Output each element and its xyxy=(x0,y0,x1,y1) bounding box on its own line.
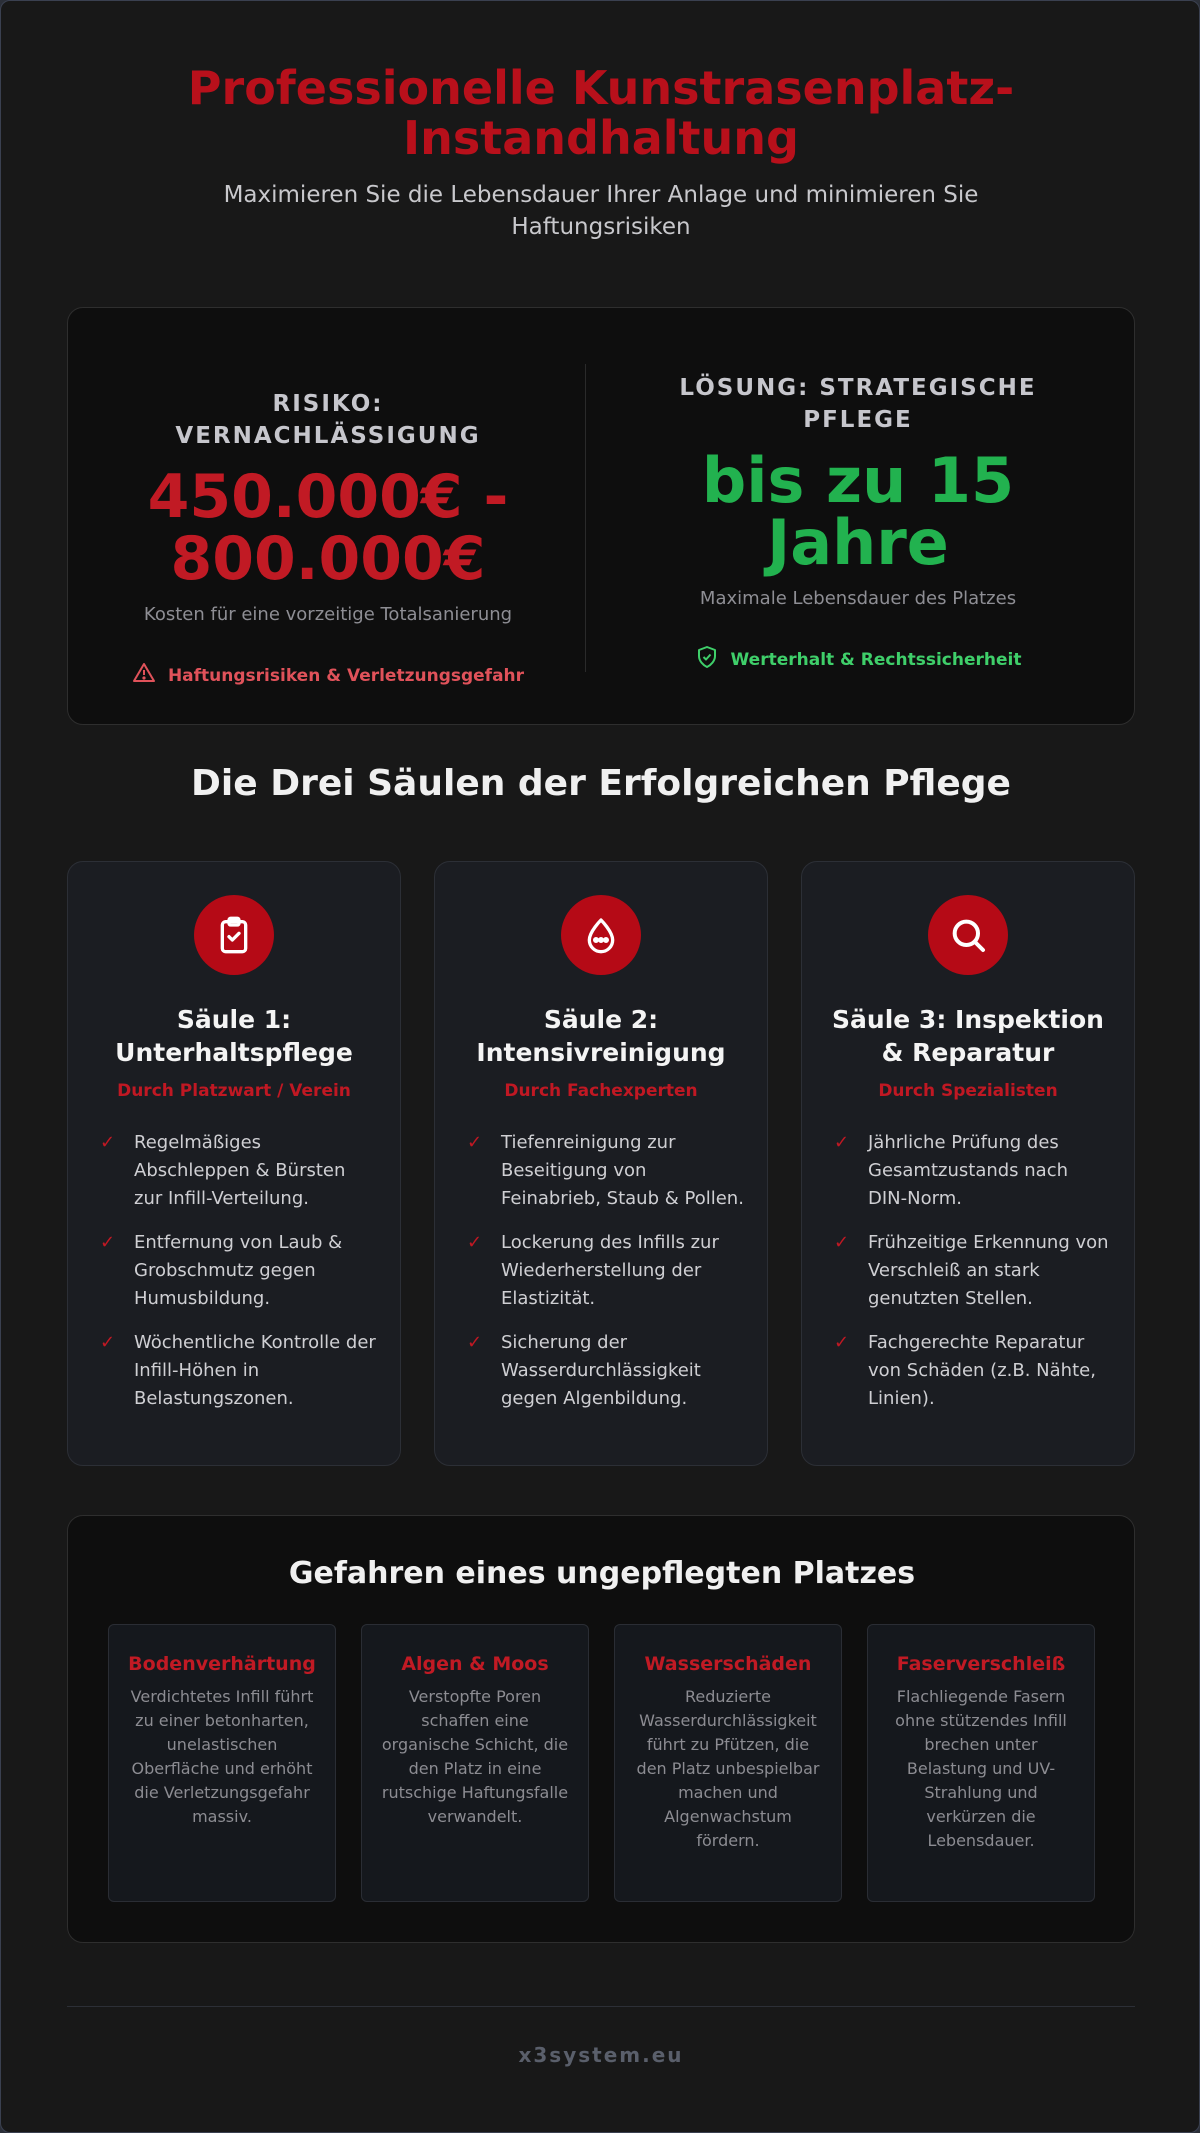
list-item: ✓ Wöchentliche Kontrolle der Infill-Höhen in Belastungszonen. xyxy=(100,1329,378,1413)
check-icon: ✓ xyxy=(834,1132,850,1153)
clipboard-check-icon xyxy=(194,895,274,975)
list-item: ✓ Lockerung des Infills zur Wiederherstellung der Elastizität. xyxy=(467,1229,745,1313)
warning-triangle-icon xyxy=(132,661,156,690)
risk-note: Kosten für eine vorzeitige Totalsanierung xyxy=(143,604,513,625)
risk-solution-comparison xyxy=(67,307,1135,725)
list-item: ✓ Entfernung von Laub & Grobschmutz gegen Humusbildung. xyxy=(100,1229,378,1313)
pillar-title: Säule 2: Intensivreinigung xyxy=(476,1005,726,1067)
danger-text: Verstopfte Poren schaffen eine organische Schicht, die den Platz in eine rutschige Haftungsfalle verwandelt. xyxy=(381,1687,569,1826)
page-subtitle: Maximieren Sie die Lebensdauer Ihrer Anlage und minimieren Sie Haftungsrisiken xyxy=(223,182,979,240)
magnifier-icon xyxy=(928,895,1008,975)
list-item: ✓ Regelmäßiges Abschleppen & Bürsten zur Infill-Verteilung. xyxy=(100,1129,378,1213)
page-title: Professionelle Kunstrasenplatz-Instandhaltung xyxy=(187,61,1015,165)
dangers-title: Gefahren eines ungepflegten Platzes xyxy=(288,1556,916,1591)
danger-card xyxy=(867,1624,1095,1902)
risk-flag xyxy=(118,661,538,690)
pillar-card-1 xyxy=(67,861,401,1466)
pillar-card-3 xyxy=(801,861,1135,1466)
check-icon: ✓ xyxy=(100,1132,116,1153)
shield-check-icon xyxy=(695,645,719,674)
solution-lifespan-value: bis zu 15 Jahre xyxy=(701,444,1015,579)
list-item: ✓ Sicherung der Wasserdurchlässigkeit gegen Algenbildung. xyxy=(467,1329,745,1413)
solution-note: Maximale Lebensdauer des Platzes xyxy=(699,588,1017,609)
risk-cost-value: 450.000€ - 800.000€ xyxy=(147,462,509,594)
pillar-task-list xyxy=(100,1129,378,1413)
solution-flag xyxy=(628,645,1088,674)
danger-card xyxy=(108,1624,336,1902)
list-item: ✓ Frühzeitige Erkennung von Verschleiß an stark genutzten Stellen. xyxy=(834,1229,1112,1313)
pillar-card-2 xyxy=(434,861,768,1466)
risk-column xyxy=(118,388,538,690)
risk-label: RISIKO: VERNACHLÄSSIGUNG xyxy=(175,391,481,449)
risk-flag-text: Haftungsrisiken & Verletzungsgefahr xyxy=(167,665,525,686)
pillar-responsible: Durch Spezialisten xyxy=(878,1081,1058,1101)
pillar-responsible: Durch Fachexperten xyxy=(504,1081,698,1101)
danger-text: Flachliegende Fasern ohne stützendes Infill brechen unter Belastung und UV-Strahlung und verkürzen die Lebensdauer. xyxy=(895,1687,1067,1850)
solution-label: LÖSUNG: STRATEGISCHE PFLEGE xyxy=(679,375,1037,433)
solution-column xyxy=(628,372,1088,674)
check-icon: ✓ xyxy=(467,1132,483,1153)
water-drop-icon xyxy=(561,895,641,975)
footer-divider xyxy=(67,2006,1135,2007)
check-icon: ✓ xyxy=(100,1332,116,1353)
pillar-title: Säule 1: Unterhaltspflege xyxy=(115,1005,353,1067)
pillar-responsible: Durch Platzwart / Verein xyxy=(117,1081,351,1101)
pillar-title: Säule 3: Inspektion & Reparatur xyxy=(832,1005,1104,1067)
danger-text: Verdichtetes Infill führt zu einer betonharten, unelastischen Oberfläche und erhöht die Verletzungsgefahr massiv. xyxy=(130,1687,314,1826)
pillar-task-list xyxy=(834,1129,1112,1413)
dangers-panel xyxy=(67,1515,1135,1943)
danger-card xyxy=(614,1624,842,1902)
danger-title: Bodenverhärtung xyxy=(128,1653,316,1675)
footer-brand: x3system.eu xyxy=(518,2043,684,2067)
check-icon: ✓ xyxy=(467,1232,483,1253)
list-item: ✓ Fachgerechte Reparatur von Schäden (z.B. Nähte, Linien). xyxy=(834,1329,1112,1413)
check-icon: ✓ xyxy=(834,1332,850,1353)
check-icon: ✓ xyxy=(467,1332,483,1353)
header xyxy=(1,63,1200,243)
pillars-section-title: Die Drei Säulen der Erfolgreichen Pflege xyxy=(191,763,1011,804)
pillar-task-list xyxy=(467,1129,745,1413)
danger-title: Wasserschäden xyxy=(644,1653,812,1675)
danger-card xyxy=(361,1624,589,1902)
check-icon: ✓ xyxy=(100,1232,116,1253)
check-icon: ✓ xyxy=(834,1232,850,1253)
danger-title: Faserverschleiß xyxy=(896,1653,1066,1675)
danger-title: Algen & Moos xyxy=(401,1653,549,1675)
list-item: ✓ Tiefenreinigung zur Beseitigung von Feinabrieb, Staub & Pollen. xyxy=(467,1129,745,1213)
list-item: ✓ Jährliche Prüfung des Gesamtzustands nach DIN-Norm. xyxy=(834,1129,1112,1213)
solution-flag-text: Werterhalt & Rechtssicherheit xyxy=(730,649,1022,670)
comparison-divider xyxy=(585,364,586,672)
danger-text: Reduzierte Wasserdurchlässigkeit führt zu Pfützen, die den Platz unbespielbar machen und Algenwachstum fördern. xyxy=(636,1687,820,1850)
